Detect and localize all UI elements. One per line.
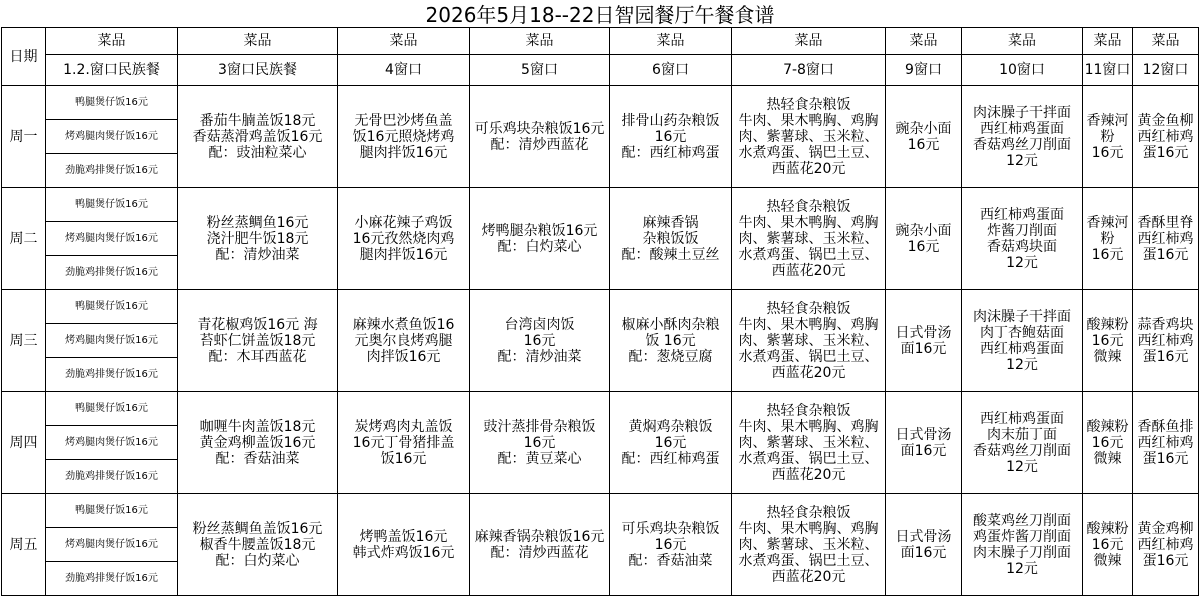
menu-line: 肉、紫薯球、玉米粒、 xyxy=(738,230,879,247)
day-label: 周四 xyxy=(2,392,46,494)
menu-line: 配：清炒油菜 xyxy=(215,246,300,263)
menu-line: 酸辣粉 xyxy=(1086,418,1129,435)
menu-cell-text xyxy=(1083,215,1132,263)
menu-line: 香酥里脊 xyxy=(1137,214,1194,231)
menu-line: 西蓝花20元 xyxy=(771,364,846,381)
menu-line: 面16元 xyxy=(900,442,947,459)
menu-cell xyxy=(886,290,962,392)
menu-line: 豉汁蒸排骨杂粮饭 xyxy=(483,418,596,435)
menu-line: 水煮鸡蛋、锅巴土豆、 xyxy=(738,450,879,467)
menu-line: 西蓝花20元 xyxy=(771,466,846,483)
menu-cell-text xyxy=(886,427,961,459)
menu-line: 配：香菇油菜 xyxy=(628,552,713,569)
menu-line: 配：清炒西蓝花 xyxy=(490,544,589,561)
menu-line: 肉沫臊子干拌面 xyxy=(973,104,1071,121)
menu-cell xyxy=(610,494,732,596)
claypot-item: 烤鸡腿肉煲仔饭16元 xyxy=(46,222,178,256)
menu-line: 配：黄豆菜心 xyxy=(497,450,582,467)
menu-line: 椒麻小酥肉杂粮 xyxy=(621,316,720,333)
menu-line: 西红柿鸡 xyxy=(1137,230,1194,247)
menu-line: 粉丝蒸鲷鱼16元 xyxy=(206,214,309,231)
menu-cell xyxy=(338,392,470,494)
menu-line: 台湾卤肉饭 xyxy=(504,316,575,333)
window-header: 9窗口 xyxy=(886,55,962,86)
menu-line: 苔虾仁饼盖饭18元 xyxy=(199,332,316,349)
menu-cell xyxy=(1133,392,1199,494)
menu-cell-text xyxy=(610,521,731,569)
menu-cell xyxy=(178,188,338,290)
menu-cell xyxy=(962,86,1083,188)
claypot-item: 劲脆鸡排煲仔饭16元 xyxy=(46,562,178,596)
menu-cell xyxy=(732,290,886,392)
menu-line: 微辣 xyxy=(1093,348,1122,365)
menu-line: 16元 xyxy=(523,434,556,451)
menu-cell xyxy=(962,188,1083,290)
menu-cell-text xyxy=(178,215,337,263)
menu-cell-text xyxy=(470,223,609,255)
menu-cell-text xyxy=(610,113,731,161)
menu-cell-text xyxy=(610,317,731,365)
menu-line: 酸菜鸡丝刀削面 xyxy=(973,512,1071,529)
menu-line: 小麻花辣子鸡饭 xyxy=(354,214,453,231)
menu-cell-text xyxy=(178,317,337,365)
menu-line: 炸酱刀削面 xyxy=(987,222,1057,239)
menu-line: 西红柿鸡蛋面 xyxy=(980,206,1064,223)
menu-line: 无骨巴沙烤鱼盖 xyxy=(354,112,453,129)
dish-header: 菜品 xyxy=(470,28,610,55)
menu-line: 麻辣香锅杂粮饭16元 xyxy=(474,528,605,545)
menu-cell xyxy=(1133,86,1199,188)
menu-cell xyxy=(886,86,962,188)
menu-line: 16元 xyxy=(523,332,556,349)
menu-line: 香辣河 xyxy=(1086,112,1129,129)
menu-line: 16元 xyxy=(1091,434,1124,451)
header-row xyxy=(2,28,1199,55)
window-header: 6窗口 xyxy=(610,55,732,86)
menu-line: 饭 16元 xyxy=(645,332,696,349)
menu-line: 西红柿鸡 xyxy=(1137,536,1194,553)
menu-line: 麻辣水煮鱼饭16 xyxy=(352,316,455,333)
menu-line: 香辣河 xyxy=(1086,214,1129,231)
menu-line: 12元 xyxy=(1006,560,1038,577)
window-header: 4窗口 xyxy=(338,55,470,86)
menu-line: 粉丝蒸鲷鱼盖饭16元 xyxy=(192,520,323,537)
menu-cell-text xyxy=(470,121,609,153)
menu-cell-text xyxy=(1083,113,1132,161)
claypot-item: 鸭腿煲仔饭16元 xyxy=(46,86,178,120)
menu-cell-text xyxy=(178,113,337,161)
menu-title: 2026年5月18--22日智园餐厅午餐食谱 xyxy=(425,3,775,27)
menu-cell xyxy=(338,290,470,392)
menu-cell xyxy=(178,494,338,596)
menu-line: 肉、紫薯球、玉米粒、 xyxy=(738,434,879,451)
menu-line: 牛肉、果木鸭胸、鸡胸 xyxy=(738,214,879,231)
menu-line: 肉、紫薯球、玉米粒、 xyxy=(738,536,879,553)
menu-cell xyxy=(470,188,610,290)
menu-cell-text xyxy=(470,529,609,561)
menu-cell-text xyxy=(886,529,961,561)
window-row xyxy=(2,55,1199,86)
menu-cell xyxy=(732,392,886,494)
menu-line: 咖喱牛肉盖饭18元 xyxy=(199,418,316,435)
claypot-item: 烤鸡腿肉煲仔饭16元 xyxy=(46,528,178,562)
menu-cell xyxy=(886,494,962,596)
menu-cell-text xyxy=(732,199,885,279)
claypot-item: 劲脆鸡排煲仔饭16元 xyxy=(46,358,178,392)
menu-cell xyxy=(886,188,962,290)
menu-cell-text xyxy=(886,121,961,153)
dish-header: 菜品 xyxy=(46,28,178,55)
window-header: 7-8窗口 xyxy=(732,55,886,86)
window-header: 5窗口 xyxy=(470,55,610,86)
menu-line: 12元 xyxy=(1006,254,1038,271)
claypot-item: 鸭腿煲仔饭16元 xyxy=(46,494,178,528)
menu-line: 肉拌饭16元 xyxy=(366,348,441,365)
menu-line: 蒜香鸡块 xyxy=(1137,316,1194,333)
menu-line: 烤鸭盖饭16元 xyxy=(359,528,448,545)
menu-cell xyxy=(470,86,610,188)
menu-line: 排骨山药杂粮饭 xyxy=(621,112,720,129)
claypot-item: 烤鸡腿肉煲仔饭16元 xyxy=(46,120,178,154)
menu-cell xyxy=(886,392,962,494)
menu-cell xyxy=(962,290,1083,392)
menu-cell xyxy=(338,494,470,596)
menu-line: 蛋16元 xyxy=(1142,246,1189,263)
menu-cell xyxy=(1083,290,1133,392)
menu-cell xyxy=(1083,86,1133,188)
menu-line: 可乐鸡块杂粮饭16元 xyxy=(474,120,605,137)
menu-line: 西红柿鸡 xyxy=(1137,332,1194,349)
menu-line: 青花椒鸡饭16元 海 xyxy=(197,316,318,333)
menu-cell-text xyxy=(178,419,337,467)
menu-cell-text xyxy=(610,419,731,467)
menu-line: 黄金鸡柳盖饭16元 xyxy=(199,434,316,451)
menu-line: 西红柿鸡蛋面 xyxy=(980,120,1064,137)
menu-cell xyxy=(1133,188,1199,290)
menu-cell-text xyxy=(886,223,961,255)
menu-cell xyxy=(1083,188,1133,290)
menu-line: 香菇鸡块面 xyxy=(987,238,1057,255)
menu-line: 韩式炸鸡饭16元 xyxy=(352,544,455,561)
menu-line: 12元 xyxy=(1006,356,1038,373)
menu-line: 配：香菇油菜 xyxy=(215,450,300,467)
menu-line: 日式骨汤 xyxy=(895,426,952,443)
menu-line: 可乐鸡块杂粮饭 xyxy=(621,520,720,537)
menu-line: 面16元 xyxy=(900,340,947,357)
menu-line: 水煮鸡蛋、锅巴土豆、 xyxy=(738,144,879,161)
menu-cell-text xyxy=(962,411,1082,475)
day-subrow xyxy=(2,188,1199,222)
menu-cell-text xyxy=(338,419,469,467)
claypot-item: 劲脆鸡排煲仔饭16元 xyxy=(46,154,178,188)
menu-line: 16元丁骨猪排盖 xyxy=(352,434,455,451)
menu-cell xyxy=(178,86,338,188)
menu-line: 日式骨汤 xyxy=(895,324,952,341)
menu-line: 肉末茄丁面 xyxy=(987,426,1057,443)
menu-line: 配：白灼菜心 xyxy=(215,552,300,569)
menu-cell-text xyxy=(962,207,1082,271)
day-label: 周三 xyxy=(2,290,46,392)
menu-cell-text xyxy=(610,215,731,263)
menu-line: 麻辣香锅 xyxy=(642,214,699,231)
menu-line: 粉 xyxy=(1100,128,1115,145)
day-label: 周二 xyxy=(2,188,46,290)
claypot-item: 劲脆鸡排煲仔饭16元 xyxy=(46,460,178,494)
menu-line: 12元 xyxy=(1006,152,1038,169)
menu-cell-text xyxy=(338,113,469,161)
menu-line: 元奥尔良烤鸡腿 xyxy=(354,332,453,349)
menu-line: 配：清炒油菜 xyxy=(497,348,582,365)
menu-cell xyxy=(470,392,610,494)
menu-line: 西红柿鸡 xyxy=(1137,128,1194,145)
menu-line: 酸辣粉 xyxy=(1086,316,1129,333)
menu-line: 16元 xyxy=(1091,536,1124,553)
menu-cell xyxy=(470,290,610,392)
menu-cell xyxy=(962,494,1083,596)
menu-cell xyxy=(178,392,338,494)
menu-line: 16元 xyxy=(907,238,940,255)
menu-cell-text xyxy=(962,513,1082,577)
menu-line: 西红柿鸡 xyxy=(1137,434,1194,451)
window-header: 11窗口 xyxy=(1083,55,1133,86)
menu-line: 面16元 xyxy=(900,544,947,561)
menu-cell-text xyxy=(338,317,469,365)
menu-line: 微辣 xyxy=(1093,450,1122,467)
menu-line: 配：西红柿鸡蛋 xyxy=(621,450,720,467)
dish-header: 菜品 xyxy=(732,28,886,55)
menu-cell-text xyxy=(886,325,961,357)
menu-line: 香酥鱼排 xyxy=(1137,418,1194,435)
day-label: 周五 xyxy=(2,494,46,596)
menu-cell xyxy=(610,188,732,290)
menu-line: 饭16元 xyxy=(380,450,427,467)
dish-header: 菜品 xyxy=(338,28,470,55)
menu-cell-text xyxy=(338,215,469,263)
menu-line: 蛋16元 xyxy=(1142,144,1189,161)
claypot-item: 鸭腿煲仔饭16元 xyxy=(46,188,178,222)
menu-line: 配：葱烧豆腐 xyxy=(628,348,713,365)
menu-line: 黄金鱼柳 xyxy=(1137,112,1194,129)
menu-line: 黄金鸡柳 xyxy=(1137,520,1194,537)
menu-line: 热轻食杂粮饭 xyxy=(766,96,851,113)
claypot-item: 烤鸡腿肉煲仔饭16元 xyxy=(46,426,178,460)
menu-cell-text xyxy=(338,529,469,561)
menu-cell-text xyxy=(470,317,609,365)
window-header: 12窗口 xyxy=(1133,55,1199,86)
menu-cell xyxy=(1133,494,1199,596)
menu-line: 杂粮饭饭 xyxy=(642,230,699,247)
date-header: 日期 xyxy=(2,28,46,86)
menu-line: 粉 xyxy=(1100,230,1115,247)
window-header: 3窗口民族餐 xyxy=(178,55,338,86)
menu-line: 鸡蛋炸酱刀削面 xyxy=(973,528,1071,545)
menu-line: 热轻食杂粮饭 xyxy=(766,300,851,317)
menu-cell-text xyxy=(732,97,885,177)
menu-line: 热轻食杂粮饭 xyxy=(766,504,851,521)
menu-cell-text xyxy=(1083,521,1132,569)
menu-cell xyxy=(732,86,886,188)
menu-line: 肉末臊子刀削面 xyxy=(973,544,1071,561)
menu-line: 16元孜然烧肉鸡 xyxy=(352,230,455,247)
menu-cell xyxy=(610,290,732,392)
menu-line: 肉、紫薯球、玉米粒、 xyxy=(738,332,879,349)
menu-line: 蛋16元 xyxy=(1142,552,1189,569)
dish-header: 菜品 xyxy=(1083,28,1133,55)
menu-line: 西蓝花20元 xyxy=(771,568,846,585)
menu-table xyxy=(1,27,1199,596)
day-subrow xyxy=(2,392,1199,426)
menu-cell-text xyxy=(1133,521,1198,569)
day-subrow xyxy=(2,290,1199,324)
menu-cell xyxy=(338,86,470,188)
day-subrow xyxy=(2,86,1199,120)
menu-cell-text xyxy=(178,521,337,569)
menu-line: 蛋16元 xyxy=(1142,450,1189,467)
dish-header: 菜品 xyxy=(886,28,962,55)
menu-line: 热轻食杂粮饭 xyxy=(766,198,851,215)
menu-line: 配：西红柿鸡蛋 xyxy=(621,144,720,161)
menu-line: 微辣 xyxy=(1093,552,1122,569)
menu-cell xyxy=(732,494,886,596)
menu-line: 香菇鸡丝刀削面 xyxy=(973,136,1071,153)
menu-line: 西红柿鸡蛋面 xyxy=(980,340,1064,357)
menu-line: 16元 xyxy=(654,536,687,553)
menu-line: 16元 xyxy=(654,434,687,451)
menu-line: 腿肉拌饭16元 xyxy=(359,246,448,263)
menu-cell-text xyxy=(962,309,1082,373)
menu-cell-text xyxy=(1133,419,1198,467)
menu-line: 肉、紫薯球、玉米粒、 xyxy=(738,128,879,145)
dish-header: 菜品 xyxy=(1133,28,1199,55)
menu-line: 香菇鸡丝刀削面 xyxy=(973,442,1071,459)
dish-header: 菜品 xyxy=(962,28,1083,55)
menu-cell-text xyxy=(1133,317,1198,365)
menu-line: 椒香牛腰盖饭18元 xyxy=(199,536,316,553)
menu-line: 牛肉、果木鸭胸、鸡胸 xyxy=(738,316,879,333)
menu-line: 配：酸辣土豆丝 xyxy=(621,246,720,263)
dish-header: 菜品 xyxy=(610,28,732,55)
menu-line: 热轻食杂粮饭 xyxy=(766,402,851,419)
menu-cell-text xyxy=(732,505,885,585)
menu-line: 腿肉拌饭16元 xyxy=(359,144,448,161)
menu-line: 牛肉、果木鸭胸、鸡胸 xyxy=(738,112,879,129)
menu-cell xyxy=(178,290,338,392)
menu-cell xyxy=(470,494,610,596)
menu-line: 16元 xyxy=(654,128,687,145)
menu-line: 西蓝花20元 xyxy=(771,262,846,279)
menu-cell-text xyxy=(1133,113,1198,161)
menu-cell-text xyxy=(1083,317,1132,365)
menu-line: 肉丁杏鲍菇面 xyxy=(980,324,1064,341)
menu-cell xyxy=(962,392,1083,494)
menu-line: 浇汁肥牛饭18元 xyxy=(206,230,309,247)
menu-line: 16元 xyxy=(1091,332,1124,349)
claypot-item: 鸭腿煲仔饭16元 xyxy=(46,290,178,324)
menu-line: 配：豉油粒菜心 xyxy=(208,144,307,161)
menu-line: 16元 xyxy=(1091,144,1124,161)
menu-line: 配：白灼菜心 xyxy=(497,238,582,255)
menu-cell-text xyxy=(1083,419,1132,467)
claypot-item: 鸭腿煲仔饭16元 xyxy=(46,392,178,426)
menu-line: 香菇蒸滑鸡盖饭16元 xyxy=(192,128,323,145)
menu-cell xyxy=(610,392,732,494)
menu-line: 12元 xyxy=(1006,458,1038,475)
menu-line: 配：木耳西蓝花 xyxy=(208,348,307,365)
day-subrow xyxy=(2,494,1199,528)
menu-line: 配：清炒西蓝花 xyxy=(490,136,589,153)
menu-cell xyxy=(338,188,470,290)
menu-line: 16元 xyxy=(907,136,940,153)
menu-line: 16元 xyxy=(1091,246,1124,263)
menu-line: 番茄牛腩盖饭18元 xyxy=(199,112,316,129)
menu-cell xyxy=(732,188,886,290)
window-header: 10窗口 xyxy=(962,55,1083,86)
menu-line: 蛋16元 xyxy=(1142,348,1189,365)
menu-line: 牛肉、果木鸭胸、鸡胸 xyxy=(738,418,879,435)
menu-line: 水煮鸡蛋、锅巴土豆、 xyxy=(738,348,879,365)
dish-header: 菜品 xyxy=(178,28,338,55)
menu-line: 烤鸭腿杂粮饭16元 xyxy=(481,222,598,239)
menu-line: 酸辣粉 xyxy=(1086,520,1129,537)
menu-cell-text xyxy=(1133,215,1198,263)
menu-line: 肉沫臊子干拌面 xyxy=(973,308,1071,325)
menu-line: 日式骨汤 xyxy=(895,528,952,545)
menu-cell xyxy=(1083,392,1133,494)
menu-cell-text xyxy=(962,105,1082,169)
menu-line: 水煮鸡蛋、锅巴土豆、 xyxy=(738,246,879,263)
menu-line: 饭16元照烧烤鸡 xyxy=(352,128,455,145)
menu-line: 黄焖鸡杂粮饭 xyxy=(628,418,713,435)
claypot-item: 劲脆鸡排煲仔饭16元 xyxy=(46,256,178,290)
menu-cell-text xyxy=(470,419,609,467)
menu-line: 西红柿鸡蛋面 xyxy=(980,410,1064,427)
menu-cell-text xyxy=(732,403,885,483)
menu-line: 水煮鸡蛋、锅巴土豆、 xyxy=(738,552,879,569)
menu-cell xyxy=(1083,494,1133,596)
menu-line: 豌杂小面 xyxy=(895,222,952,239)
menu-line: 豌杂小面 xyxy=(895,120,952,137)
window-header: 1.2.窗口民族餐 xyxy=(46,55,178,86)
menu-line: 西蓝花20元 xyxy=(771,160,846,177)
menu-cell xyxy=(610,86,732,188)
day-label: 周一 xyxy=(2,86,46,188)
menu-cell-text xyxy=(732,301,885,381)
menu-line: 炭烤鸡肉丸盖饭 xyxy=(354,418,453,435)
menu-cell xyxy=(1133,290,1199,392)
menu-line: 牛肉、果木鸭胸、鸡胸 xyxy=(738,520,879,537)
claypot-item: 烤鸡腿肉煲仔饭16元 xyxy=(46,324,178,358)
